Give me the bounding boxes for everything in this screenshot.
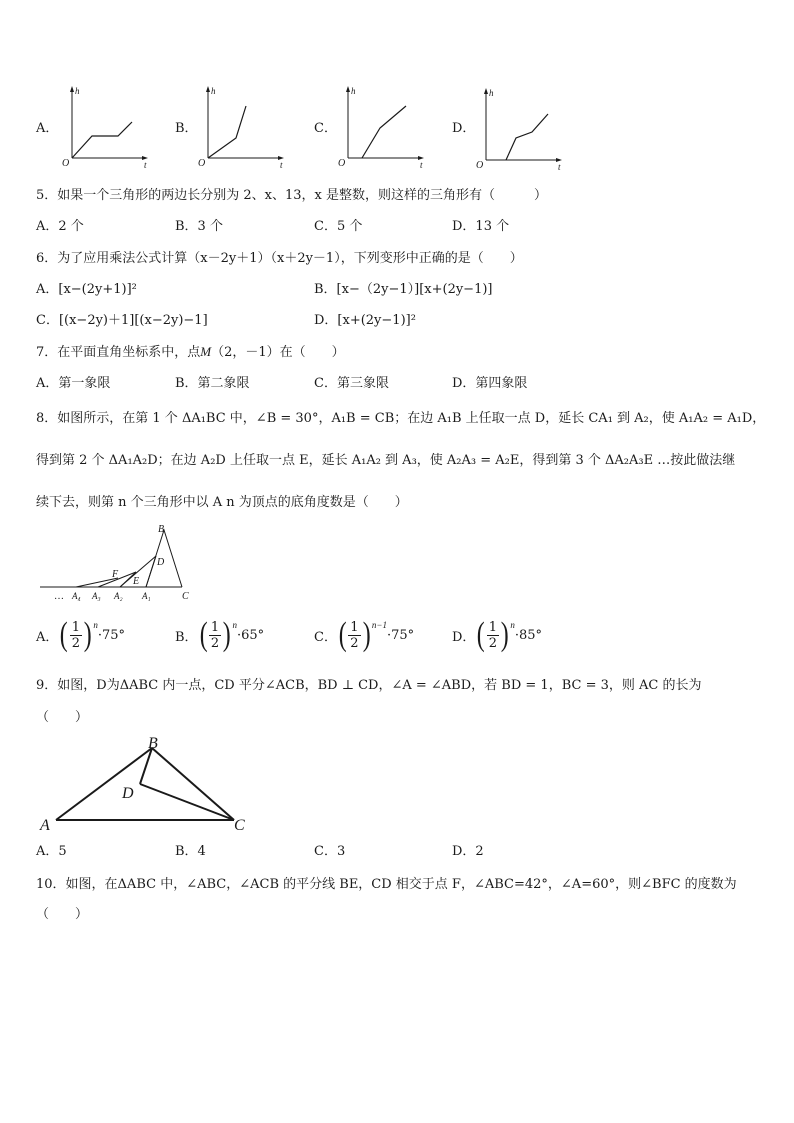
label-a3: A₃ [92, 591, 101, 601]
q9-option-a: A．5 [36, 844, 67, 859]
q6-option-c: C．[(x−2y)＋1][(x−2y)−1] [36, 313, 208, 328]
frac-den: 2 [210, 635, 220, 651]
q6-stem: 6．为了应用乘法公式计算（x－2y＋1）（x＋2y－1），下列变形中正确的是（ ） [36, 251, 523, 266]
tail: ·75° [386, 627, 415, 643]
option-label: C． [314, 629, 337, 645]
axis-y-label: h [489, 88, 494, 98]
q9-line-1: 9．如图，D为ΔABC 内一点，CD 平分∠ACB，BD ⊥ CD，∠A = ∠ABD，若 BD = 1，BC = 3，则 AC 的长为 [36, 678, 702, 693]
axis-x-label: t [280, 160, 283, 170]
label-a4: A₄ [72, 591, 81, 601]
label-a: A [40, 817, 50, 834]
q9-figure [36, 734, 256, 834]
label-c: C [234, 817, 245, 834]
axis-y-label: h [211, 86, 216, 96]
q7-option-c: C．第三象限 [314, 376, 389, 391]
frac-num: 1 [488, 619, 498, 635]
frac-den: 2 [350, 635, 359, 651]
label-b: B [148, 735, 158, 752]
label-b: B [158, 524, 165, 535]
graph-d [474, 86, 564, 172]
graph-c [336, 84, 426, 170]
q9-line-2: （ ） [36, 710, 89, 725]
axis-x-label: t [420, 160, 423, 170]
label-a2: A₂ [114, 591, 123, 601]
option-label: A． [36, 629, 59, 645]
q8-line-3: 续下去，则第 n 个三角形中以 A n 为顶点的底角度数是（ ） [36, 495, 408, 510]
label-d: D [122, 785, 134, 802]
label-ellipsis: … [54, 591, 64, 602]
q8-line-1: 8．如图所示，在第 1 个 ΔA₁BC 中，∠B = 30°，A₁B = CB；在边 A₁B 上任取一点 D，延长 CA₁ 到 A₂，使 A₁A₂ = A₁D， [36, 411, 766, 426]
q10-line-2: （ ） [36, 907, 89, 922]
q5-option-c: C．5 个 [314, 219, 363, 234]
q6-option-a: A．[x−(2y+1)]² [36, 282, 137, 297]
q5-option-d: D．13 个 [452, 219, 510, 234]
q6-option-b: B．[x−（2y−1）][x+(2y−1)] [314, 282, 493, 297]
origin-label: O [62, 158, 70, 169]
frac-num: 1 [71, 619, 80, 635]
axis-y-label: h [75, 86, 80, 96]
q9-option-d: D．2 [452, 844, 484, 859]
option-label: D． [452, 629, 476, 645]
q8-line-2: 得到第 2 个 ΔA₁A₂D；在边 A₂D 上任取一点 E，延长 A₁A₂ 到 A₃，使 A₂A₃ = A₂E，得到第 3 个 ΔA₂A₃E …按此做法继 [36, 453, 736, 468]
label-f: F [112, 569, 119, 580]
graph-a [60, 84, 150, 170]
origin-label: O [476, 160, 484, 171]
origin-label: O [198, 158, 206, 169]
q7-point: M [200, 344, 212, 359]
q7-stem [36, 344, 345, 361]
axis-x-label: t [144, 160, 147, 170]
frac-den: 2 [488, 635, 498, 651]
option-label: B． [175, 121, 198, 136]
graph-b [196, 84, 286, 170]
q10-line-1: 10．如图，在ΔABC 中，∠ABC，∠ACB 的平分线 BE，CD 相交于点 F，∠ABC=42°，∠A=60°，则∠BFC 的度数为 [36, 877, 737, 892]
q9-option-b: B．4 [175, 844, 206, 859]
label-d: D [157, 557, 165, 568]
axis-x-label: t [558, 162, 561, 172]
exponent: n [510, 620, 515, 630]
exponent: n [232, 620, 237, 630]
frac-num: 1 [210, 619, 220, 635]
frac-den: 2 [71, 635, 80, 651]
tail: ·75° [97, 627, 126, 643]
tail: ·85° [514, 627, 543, 643]
q7-stem-prefix: 7．在平面直角坐标系中，点 [36, 345, 201, 360]
exponent: n [93, 620, 98, 630]
q5-option-b: B．3 个 [175, 219, 223, 234]
exponent: n−1 [371, 620, 387, 630]
option-label: D． [452, 121, 476, 136]
label-a1: A₁ [142, 591, 151, 601]
q7-stem-suffix: （2，－1）在（ ） [211, 345, 345, 360]
q8-option-c: C． ( $\frac{1}{2}$ ) n−1 ·75° [314, 616, 415, 653]
label-e: E [133, 576, 140, 587]
q7-option-a: A．第一象限 [36, 376, 111, 391]
q7-option-b: B．第二象限 [175, 376, 250, 391]
q8-option-a: A． ( $\frac{1}{2}$ ) n ·75° [36, 616, 126, 653]
q8-option-d: D． ( $\frac{1}{2}$ ) n ·85° [452, 616, 543, 653]
origin-label: O [338, 158, 346, 169]
q6-option-d: D．[x+(2y−1)]² [314, 313, 416, 328]
q5-stem: 5．如果一个三角形的两边长分别为 2、x、13，x 是整数，则这样的三角形有（ ） [36, 188, 548, 203]
q8-figure [36, 524, 206, 602]
tail: ·65° [237, 627, 265, 643]
option-label: C． [314, 121, 337, 136]
axis-y-label: h [351, 86, 356, 96]
q7-option-d: D．第四象限 [452, 376, 528, 391]
q9-option-c: C．3 [314, 844, 346, 859]
q8-option-b: B． ( $\frac{1}{2}$ ) n ·65° [175, 616, 265, 653]
option-label: B． [175, 629, 198, 645]
option-label: A． [36, 121, 59, 136]
q5-option-a: A．2 个 [36, 219, 84, 234]
label-c: C [182, 591, 189, 602]
frac-num: 1 [350, 619, 359, 635]
